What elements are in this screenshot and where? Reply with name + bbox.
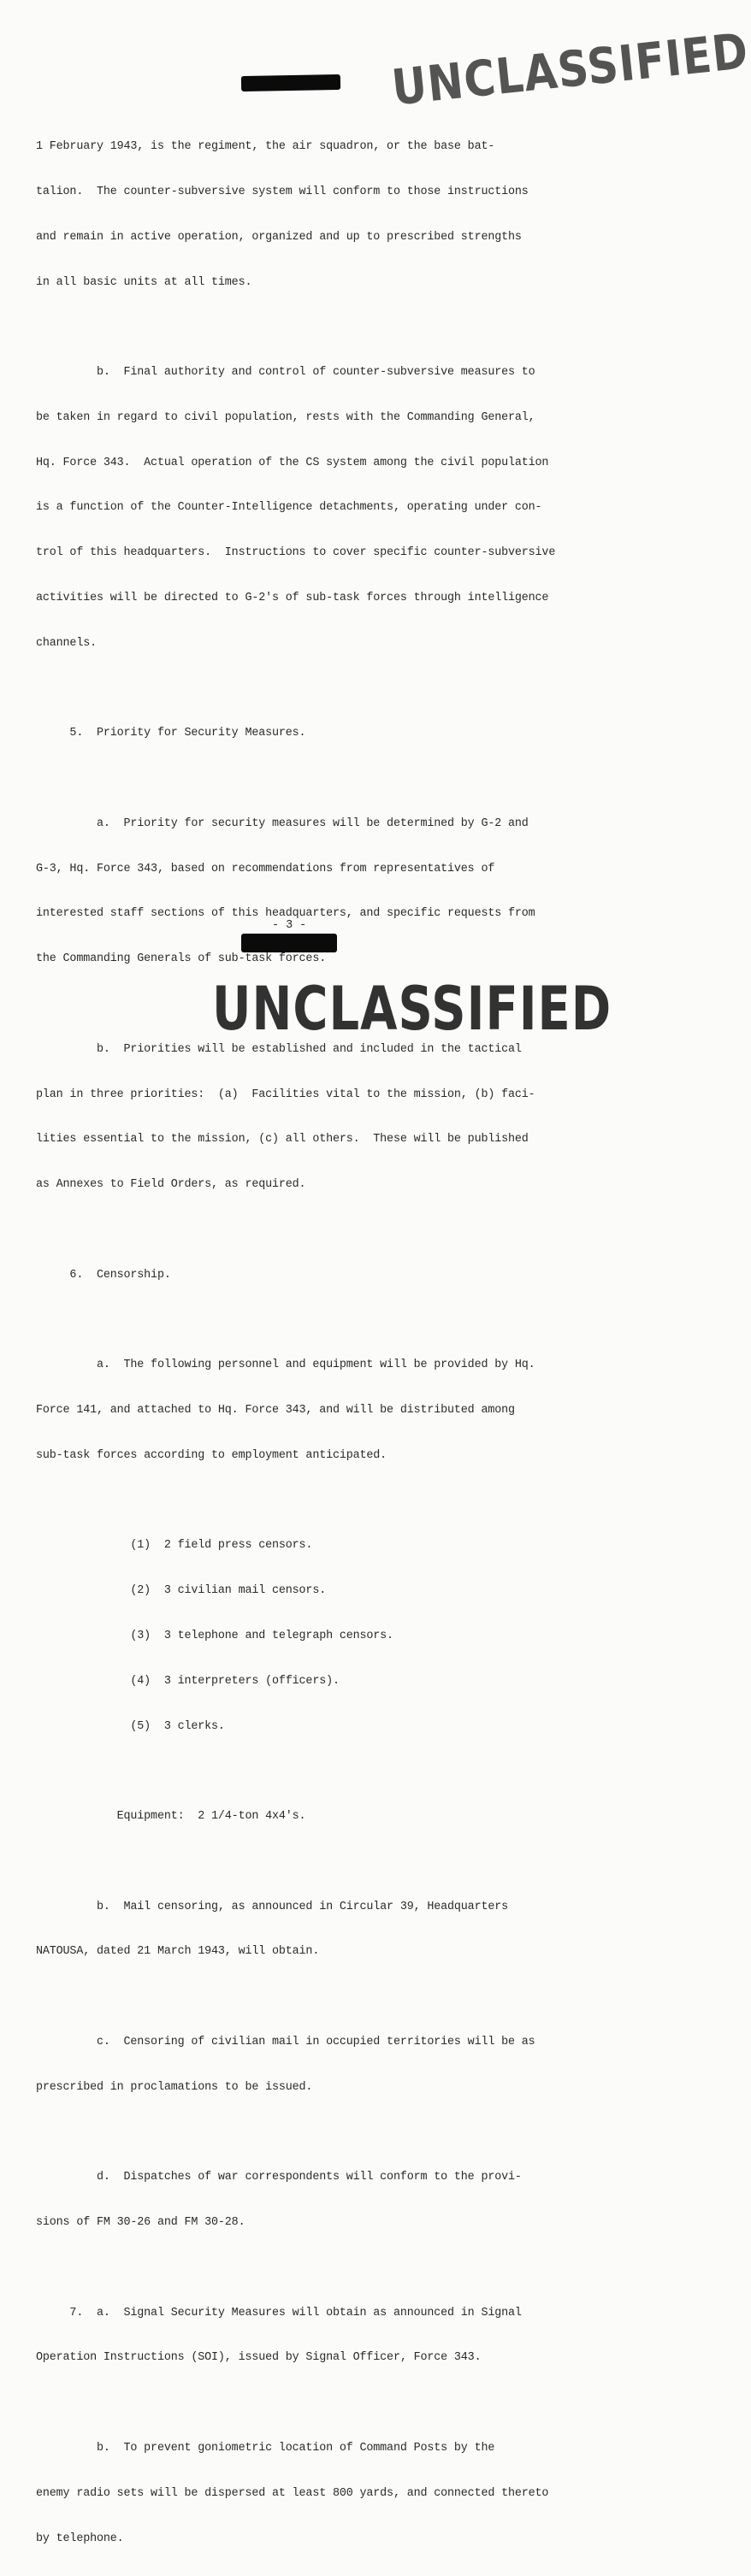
text-line: b. Priorities will be established and included in the tactical [36,1042,522,1056]
blank-line [36,771,588,787]
list-item: (2) 3 civilian mail censors. [36,1584,327,1598]
blank-line [36,681,588,697]
text-line: sions of FM 30-26 and FM 30-28. [36,2216,245,2230]
equipment-line: Equipment: 2 1/4-ton 4x4's. [36,1810,306,1824]
text-line: channels. [36,636,97,650]
section-heading-6: 6. Censorship. [36,1268,171,1282]
text-line: enemy radio sets will be dispersed at least 800 yards, and connected thereto [36,2486,549,2500]
text-line: a. Priority for security measures will be determined by G-2 and [36,816,529,830]
list-item: (1) 2 field press censors. [36,1539,313,1553]
text-line: sub-task forces according to employment anticipated. [36,1448,387,1462]
text-line: b. Mail censoring, as announced in Circular 39, Headquarters [36,1900,508,1913]
list-item: (5) 3 clerks. [36,1719,225,1733]
text-line: 1 February 1943, is the regiment, the air squadron, or the base bat- [36,140,495,154]
text-line: b. Final authority and control of counter-subversive measures to [36,366,535,380]
text-line: lities essential to the mission, (c) all others. These will be published [36,1133,529,1147]
text-line: a. The following personnel and equipment will be provided by Hq. [36,1359,535,1372]
text-line: c. Censoring of civilian mail in occupied territories will be as [36,2036,535,2048]
unclassified-stamp-top: UNCLASSIFIED [389,22,751,117]
text-line: Hq. Force 343. Actual operation of the CS system among the civil population [36,456,549,469]
text-line: trol of this headquarters. Instructions to cover specific counter-subversive [36,546,556,560]
redaction-bar-top [241,74,340,91]
text-line: as Annexes to Field Orders, as required. [36,1178,306,1192]
text-line: Force 141, and attached to Hq. Force 343, and will be distributed among [36,1404,515,1418]
blank-line [36,1494,588,1509]
unclassified-stamp-bottom: UNCLASSIFIED [212,975,612,1045]
text-line: by telephone. [36,2532,124,2545]
section-heading-7: 7. a. Signal Security Measures will obtain as announced in Signal [36,2306,522,2320]
blank-line [36,1854,588,1870]
text-line: d. Dispatches of war correspondents will conform to the provi- [36,2171,522,2184]
text-line: prescribed in proclamations to be issued. [36,2080,313,2094]
text-line: plan in three priorities: (a) Facilities vital to the mission, (b) faci- [36,1088,535,1101]
text-line: is a function of the Counter-Intelligence detachments, operating under con- [36,501,542,515]
blank-line [36,1223,588,1238]
text-line: talion. The counter-subversive system will conform to those instructions [36,185,529,198]
page-number: - 3 - [272,919,307,932]
blank-line [36,1989,588,2005]
text-line: activities will be directed to G-2's of sub-task forces through intelligence [36,592,549,604]
text-line: be taken in regard to civil population, rests with the Commanding General, [36,410,535,424]
text-line: b. To prevent goniometric location of Command Posts by the [36,2442,495,2455]
blank-line [36,1313,588,1329]
blank-line [36,320,588,335]
text-line: Operation Instructions (SOI), issued by Signal Officer, Force 343. [36,2351,482,2365]
blank-line [36,2396,588,2411]
text-line: the Commanding Generals of sub-task forces. [36,952,327,966]
text-line: interested staff sections of this headquarters, and specific requests from [36,907,535,921]
list-item: (4) 3 interpreters (officers). [36,1674,340,1688]
section-heading-5: 5. Priority for Security Measures. [36,727,306,740]
blank-line [36,2125,588,2141]
list-item: (3) 3 telephone and telegraph censors. [36,1629,393,1642]
text-line: G-3, Hq. Force 343, based on recommendations from representatives of [36,862,495,875]
redaction-bar-bottom [241,934,337,952]
text-line: in all basic units at all times. [36,275,252,289]
text-line: and remain in active operation, organized and up to prescribed strengths [36,230,522,244]
blank-line [36,2261,588,2276]
blank-line [36,1764,588,1779]
body-text [36,109,588,2576]
text-line: NATOUSA, dated 21 March 1943, will obtain. [36,1945,320,1959]
